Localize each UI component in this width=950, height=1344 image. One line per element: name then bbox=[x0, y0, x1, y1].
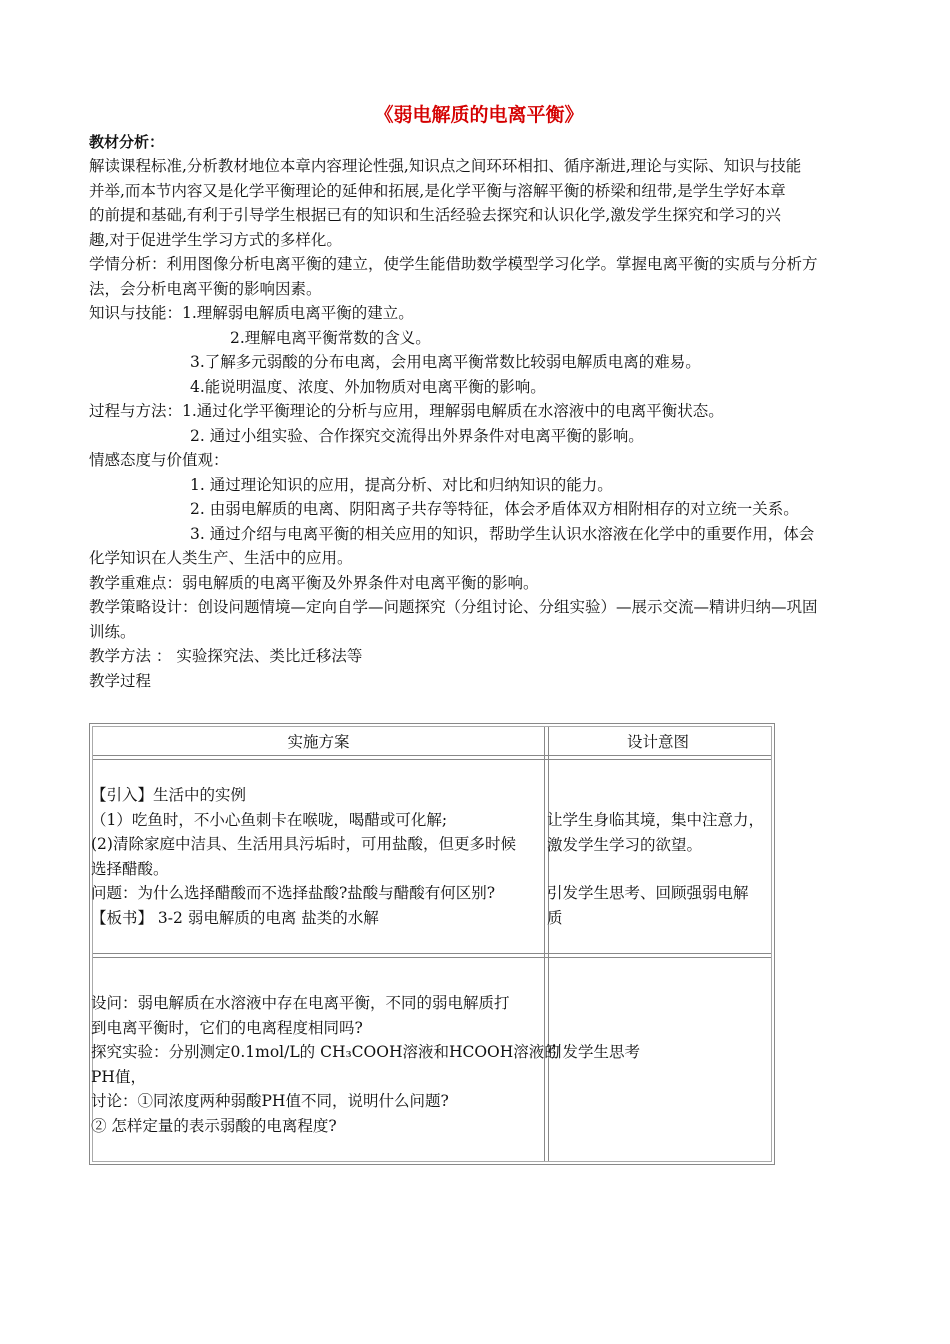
list-item: 2. 通过小组实验、合作探究交流得出外界条件对电离平衡的影响。 bbox=[190, 426, 644, 445]
emotion-values bbox=[89, 448, 869, 571]
row-divider bbox=[93, 755, 771, 760]
lesson-table bbox=[89, 723, 775, 1165]
teaching-method: 教学方法 ： 实验探究法、类比迁移法等 bbox=[89, 647, 363, 665]
text-line: 趣,对于促进学生学习方式的多样化。 bbox=[89, 230, 342, 249]
row2-plan bbox=[91, 991, 560, 1138]
list-item: 4.能说明温度、浓度、外加物质对电离平衡的影响。 bbox=[190, 377, 546, 396]
table-text-line: PH值， bbox=[91, 1067, 146, 1086]
table-text-line: 问题：为什么选择醋酸而不选择盐酸?盐酸与醋酸有何区别? bbox=[91, 884, 496, 902]
list-item: 2.理解电离平衡常数的含义。 bbox=[230, 328, 431, 347]
table-inner bbox=[92, 726, 772, 1162]
table-text-line: 质 bbox=[547, 908, 563, 927]
list-item: 3. 通过介绍与电离平衡的相关应用的知识，帮助学生认识水溶液在化学中的重要作用，体会 bbox=[190, 524, 815, 543]
table-text-line: 让学生身临其境，集中注意力， bbox=[547, 811, 765, 829]
textbook-analysis-heading: 教材分析： bbox=[89, 133, 165, 151]
text-line: 学情分析：利用图像分析电离平衡的建立，使学生能借助数学模型学习化学。掌握电离平衡的实质与分析方 bbox=[89, 255, 818, 273]
row1-intent-a bbox=[547, 808, 764, 857]
table-text-line: 选择醋酸。 bbox=[91, 859, 169, 878]
table-text-line: 引发学生思考、回顾强弱电解 bbox=[547, 884, 749, 902]
row2-intent: 引发学生思考 bbox=[547, 1043, 641, 1061]
list-item: 2. 由弱电解质的电离、阴阳离子共存等特征，体会矛盾体双方相附相存的对立统一关系。 bbox=[190, 500, 799, 518]
list-item: 1. 通过理论知识的应用，提高分析、对比和归纳知识的能力。 bbox=[190, 475, 613, 494]
process-methods bbox=[89, 399, 869, 448]
process-label: 过程与方法：1.通过化学平衡理论的分析与应用，理解弱电解质在水溶液中的电离平衡状态。 bbox=[89, 402, 724, 420]
strategy-line: 训练。 bbox=[89, 622, 136, 641]
text-line: 并举,而本节内容又是化学平衡理论的延伸和拓展,是化学平衡与溶解平衡的桥梁和纽带,是学生学好本章 bbox=[89, 181, 786, 200]
header-plan: 实施方案 bbox=[287, 733, 350, 751]
emotion-label: 情感态度与价值观： bbox=[89, 451, 229, 469]
text-line: 解读课程标准,分析教材地位本章内容理论性强,知识点之间环环相扣、循序渐进,理论与实际、知识与技能 bbox=[89, 157, 802, 175]
table-text-line: ② 怎样定量的表示弱酸的电离程度? bbox=[91, 1116, 337, 1135]
table-text-line: 讨论：①同浓度两种弱酸PH值不同，说明什么问题? bbox=[91, 1092, 449, 1110]
text-line: 化学知识在人类生产、生活中的应用。 bbox=[89, 549, 353, 567]
strategy-line: 教学策略设计：创设问题情境—定向自学—问题探究（分组讨论、分组实验）—展示交流—精讲归纳—巩固 bbox=[89, 598, 818, 616]
process-heading: 教学过程 bbox=[89, 671, 152, 690]
knowledge-label: 知识与技能：1.理解弱电解质电离平衡的建立。 bbox=[89, 304, 414, 322]
table-text-line: 到电离平衡时，它们的电离程度相同吗? bbox=[91, 1018, 363, 1037]
document-page bbox=[89, 100, 869, 693]
table-text-line: (2)清除家庭中洁具、生活用具污垢时，可用盐酸，但更多时候 bbox=[91, 835, 516, 853]
row1-intent-b bbox=[547, 881, 749, 930]
header-intent: 设计意图 bbox=[626, 733, 689, 751]
textbook-analysis-body bbox=[89, 154, 869, 252]
table-text-line: 探究实验：分别测定0.1mol/L的 CH₃COOH溶液和HCOOH溶液的 bbox=[91, 1043, 560, 1061]
list-item: 3.了解多元弱酸的分布电离，会用电离平衡常数比较弱电解质电离的难易。 bbox=[190, 353, 701, 371]
text-line: 的前提和基础,有利于引导学生根据已有的知识和生活经验去探究和认识化学,激发学生探究和学习的兴 bbox=[89, 206, 781, 224]
page-title: 《弱电解质的电离平衡》 bbox=[374, 104, 584, 126]
learner-analysis bbox=[89, 252, 869, 301]
key-points: 教学重难点：弱电解质的电离平衡及外界条件对电离平衡的影响。 bbox=[89, 573, 539, 592]
table-text-line: 设问：弱电解质在水溶液中存在电离平衡，不同的弱电解质打 bbox=[91, 994, 510, 1012]
text-line: 法，会分析电离平衡的影响因素。 bbox=[89, 279, 322, 298]
row-divider bbox=[93, 953, 771, 958]
knowledge-skills bbox=[89, 301, 869, 399]
table-text-line: 【引入】生活中的实例 bbox=[91, 786, 247, 804]
table-text-line: 激发学生学习的欲望。 bbox=[547, 835, 703, 854]
table-text-line: 【板书】 3-2 弱电解质的电离 盐类的水解 bbox=[91, 908, 379, 927]
row1-plan bbox=[91, 783, 516, 930]
table-text-line: （1）吃鱼时，不小心鱼刺卡在喉咙，喝醋或可化解; bbox=[91, 810, 448, 829]
